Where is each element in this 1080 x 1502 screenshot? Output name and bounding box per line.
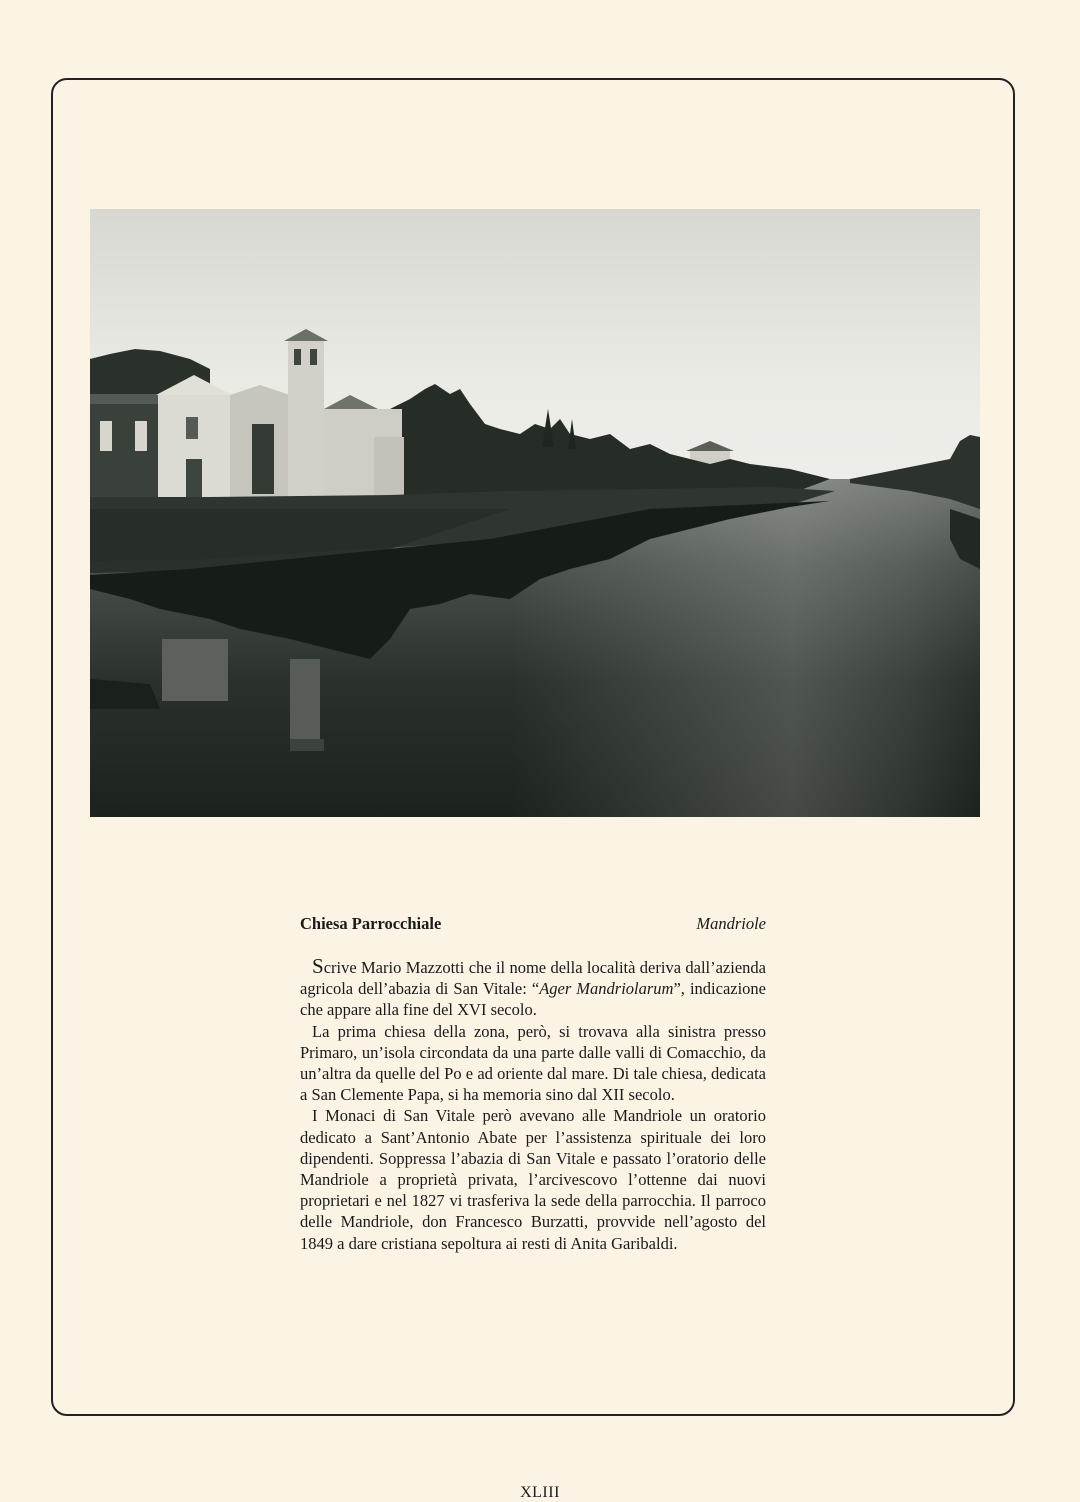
page-number: XLIII [520, 1484, 560, 1501]
caption-title: Chiesa Parrocchiale [300, 914, 442, 933]
paragraph-1-italic: Ager Mandriolarum [539, 979, 674, 999]
article-body [300, 956, 766, 1254]
paragraph-1-text-a: crive Mario Mazzotti che il nome della località deriva dall’azienda agricola dell’abazia di San Vitale: “ [300, 958, 766, 999]
paragraph-3: I Monaci di San Vitale però avevano alle Mandriole un oratorio dedicato a Sant’Antonio Abate per l’assistenza spirituale dei loro dipendenti. Soppressa l’abazia di San Vitale e passato l’oratorio delle Mandriole a proprietà privata, l’arcivescovo l’ottenne dai nuovi proprietari e nel 1827 vi trasferiva la sede della parrocchia. Il parroco delle Mandriole, don Francesco Burzatti, provvide nell’agosto del 1849 a dare cristiana sepoltura ai resti di Anita Garibaldi. [300, 1106, 766, 1253]
drop-cap: S [312, 954, 324, 978]
caption-row [300, 912, 766, 936]
church-canal-photo [90, 209, 980, 817]
caption-place: Mandriole [696, 914, 766, 933]
paragraph-2: La prima chiesa della zona, però, si trovava alla sinistra presso Primaro, un’isola circondata da una parte dalle valli di Comacchio, da un’altra da quelle del Po e ad oriente dal mare. Di tale chiesa, dedicata a San Clemente Papa, si ha memoria sino dal XII secolo. [300, 1021, 766, 1105]
paragraph-1-text-b: ”, indicazione che appare alla fine del XVI secolo. [300, 979, 766, 1020]
paragraph-1 [300, 956, 766, 1021]
